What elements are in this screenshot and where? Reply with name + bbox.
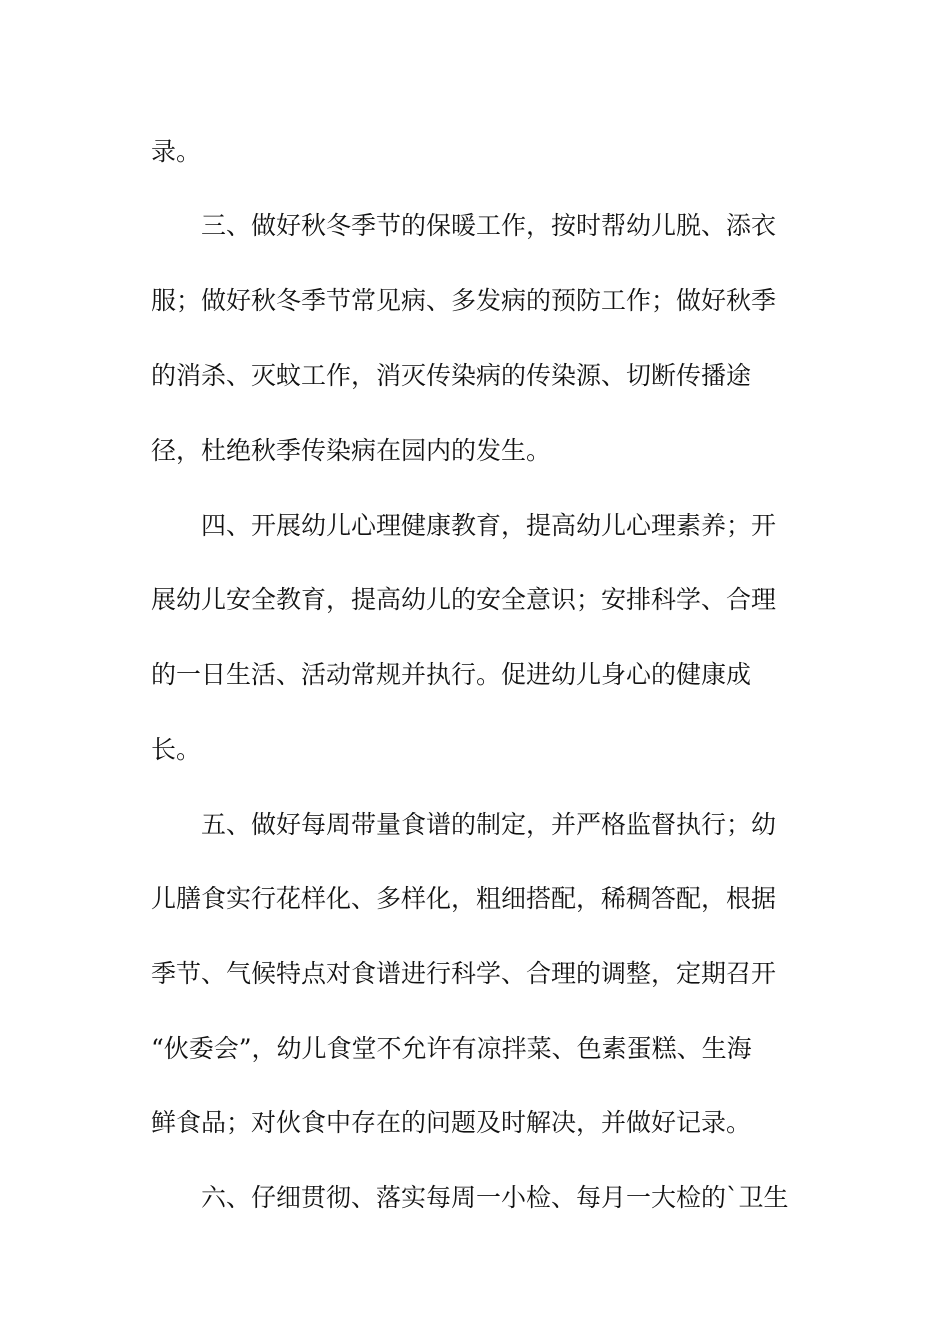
paragraph-3-line: 径，杜绝秋季传染病在园内的发生。 (151, 436, 552, 465)
paragraph-3-line: 服；做好秋冬季节常见病、多发病的预防工作；做好秋季 (151, 286, 777, 315)
paragraph-6-line: 六、仔细贯彻、落实每周一小检、每月一大检的`卫生 (201, 1183, 789, 1212)
paragraph-3-line: 的消杀、灭蚊工作，消灭传染病的传染源、切断传播途 (151, 361, 752, 390)
text-line: 录。 (151, 137, 202, 166)
paragraph-4-line: 长。 (151, 735, 202, 764)
paragraph-5-line: “伙委会”，幼儿食堂不允许有凉拌菜、色素蛋糕、生海 (151, 1034, 752, 1063)
paragraph-4-line: 四、开展幼儿心理健康教育，提高幼儿心理素养；开 (201, 511, 777, 540)
paragraph-5-line: 季节、气候特点对食谱进行科学、合理的调整，定期召开 (151, 959, 777, 988)
paragraph-3-line: 三、做好秋冬季节的保暖工作，按时帮幼儿脱、添衣 (201, 211, 777, 240)
paragraph-4-line: 的一日生活、活动常规并执行。促进幼儿身心的健康成 (151, 660, 752, 689)
paragraph-5-line: 鲜食品；对伙食中存在的问题及时解决，并做好记录。 (151, 1108, 752, 1137)
paragraph-5-line: 儿膳食实行花样化、多样化，粗细搭配，稀稠答配，根据 (151, 884, 777, 913)
paragraph-5-line: 五、做好每周带量食谱的制定，并严格监督执行；幼 (201, 810, 777, 839)
paragraph-4-line: 展幼儿安全教育，提高幼儿的安全意识；安排科学、合理 (151, 585, 777, 614)
